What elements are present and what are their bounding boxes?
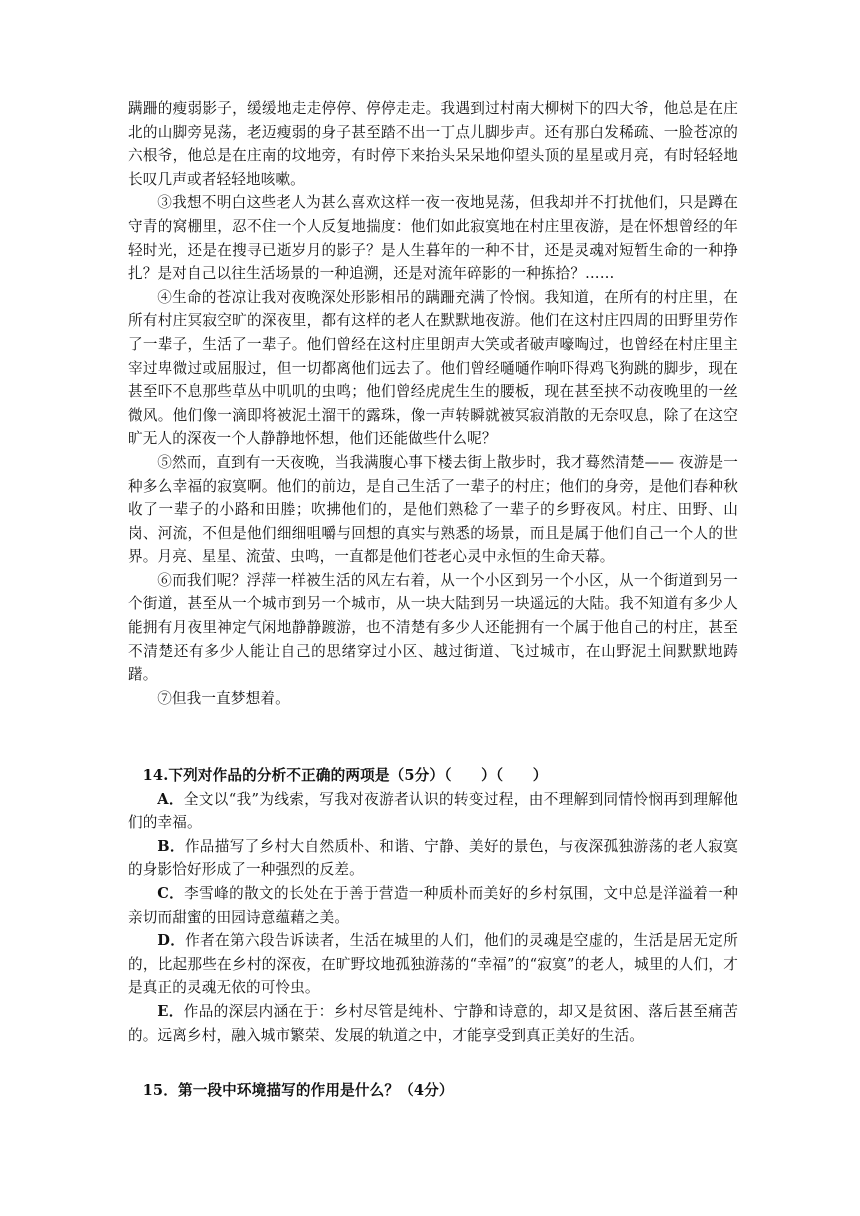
question-14-title [128, 764, 738, 788]
option-letter: D． [157, 932, 186, 950]
option-letter: E． [157, 1002, 184, 1020]
option-letter: C． [157, 884, 185, 902]
passage-paragraph-5: ⑤然而，直到有一天夜晚，当我满腹心事下楼去街上散步时，我才蓦然清楚—— 夜游是一种多么幸福的寂寞啊。他们的前边，是自己生活了一辈子的村庄；他们的身旁，是他们春种秋收了一辈子的小路和田塍；吹拂他们的，是他们熟稔了一辈子的乡野夜风。村庄、田野、山岗、河流，不但是他们细细咀嚼与回想的真实与熟悉的场景，而且是属于他们自己一个人的世界。月亮、星星、流萤、虫鸣，一直都是他们苍老心灵中永恒的生命天幕。 [128, 453, 738, 566]
option-text: 作品的深层内涵在于：乡村尽管是纯朴、宁静和诗意的，却又是贫困、落后甚至痛苦的。远离乡村，融入城市繁荣、发展的轨道之中，才能享受到真正美好的生活。 [128, 1002, 738, 1044]
passage-paragraph-3: ③我想不明白这些老人为甚么喜欢这样一夜一夜地晃荡，但我却并不打扰他们，只是蹲在守青的窝棚里，忍不住一个人反复地揣度：他们如此寂寞地在村庄里夜游，是在怀想曾经的年轻时光，还是在搜寻已逝岁月的影子？是人生暮年的一种不甘，还是灵魂对短暂生命的一种挣扎？是对自己以往生活场景的一种追溯，还是对流年碎影的一种拣拾？…… [128, 194, 738, 283]
option-text: 作品描写了乡村大自然质朴、和谐、宁静、美好的景色，与夜深孤独游荡的老人寂寞的身影恰好形成了一种强烈的反差。 [128, 837, 738, 879]
passage-paragraph-6: ⑥而我们呢？浮萍一样被生活的风左右着，从一个小区到另一个小区，从一个街道到另一个街道，甚至从一个城市到另一个城市，从一块大陆到另一块遥远的大陆。我不知道有多少人能拥有月夜里神定气闲地静静踱游，也不清楚有多少人还能拥有一个属于他自己的村庄，甚至不清楚还有多少人能让自己的思绪穿过小区、越过街道、飞过城市，在山野泥土间默默地踌躇。 [128, 571, 738, 684]
option-b [128, 835, 738, 882]
option-text: 李雪峰的散文的长处在于善于营造一种质朴而美好的乡村氛围，文中总是洋溢着一种亲切而甜蜜的田园诗意蕴藉之美。 [128, 884, 738, 926]
answer-blank-2[interactable]: （ ） [495, 767, 548, 784]
question-14 [128, 764, 738, 1047]
option-letter: B． [157, 837, 185, 855]
option-text: 全文以“我”为线索，写我对夜游者认识的转变过程，由不理解到同情怜悯再到理解他们的幸福。 [128, 790, 739, 832]
answer-blank-1[interactable]: （ ） [444, 767, 496, 784]
option-letter: A． [157, 790, 184, 808]
passage-paragraph-4: ④生命的苍凉让我对夜晚深处形影相吊的蹒跚充满了怜悯。我知道，在所有的村庄里，在所有村庄冥寂空旷的深夜里，都有这样的老人在默默地夜游。他们在这村庄四周的田野里劳作了一辈子，生活了一辈子。他们曾经在这村庄里朗声大笑或者破声嚎啕过，也曾经在村庄里主宰过卑微过或屈服过，但一切都离他们远去了。他们曾经嗵嗵作响吓得鸡飞狗跳的脚步，现在甚至吓不息那些草丛中叽叽的虫鸣；他们曾经虎虎生生的腰板，现在甚至挟不动夜晚里的一丝微风。他们像一滴即将被泥土溜干的露珠，像一声转瞬就被冥寂消散的无奈叹息，除了在这空旷无人的深夜一个人静静地怀想，他们还能做些什么呢？ [128, 288, 738, 448]
option-a [128, 788, 738, 835]
option-text: 作者在第六段告诉读者，生活在城里的人们，他们的灵魂是空虚的，生活是居无定所的，比起那些在乡村的深夜，在旷野坟地孤独游荡的“幸福”的“寂寞”的老人，城里的人们，才是真正的灵魂无依的可怜虫。 [128, 932, 738, 997]
passage-paragraph-7: ⑦但我一直梦想着。 [157, 689, 290, 707]
passage-paragraph-2-continued: 蹒跚的瘦弱影子，缓缓地走走停停、停停走走。我遇到过村南大柳树下的四大爷，他总是在庄北的山脚旁晃荡，老迈瘦弱的身子甚至踏不出一丁点儿脚步声。还有那白发稀疏、一脸苍凉的六根爷，他总是在庄南的坟地旁，有时停下来抬头呆呆地仰望头顶的星星或月亮，有时轻轻地长叹几声或者轻轻地咳嗽。 [128, 100, 738, 188]
question-14-prompt: 14.下列对作品的分析不正确的两项是（5分） [142, 767, 445, 784]
option-e [128, 1000, 738, 1047]
reading-passage [128, 97, 738, 710]
option-d [128, 929, 738, 1000]
option-c [128, 882, 738, 929]
question-15-title: 15．第一段中环境描写的作用是什么？（4分） [142, 1082, 454, 1099]
